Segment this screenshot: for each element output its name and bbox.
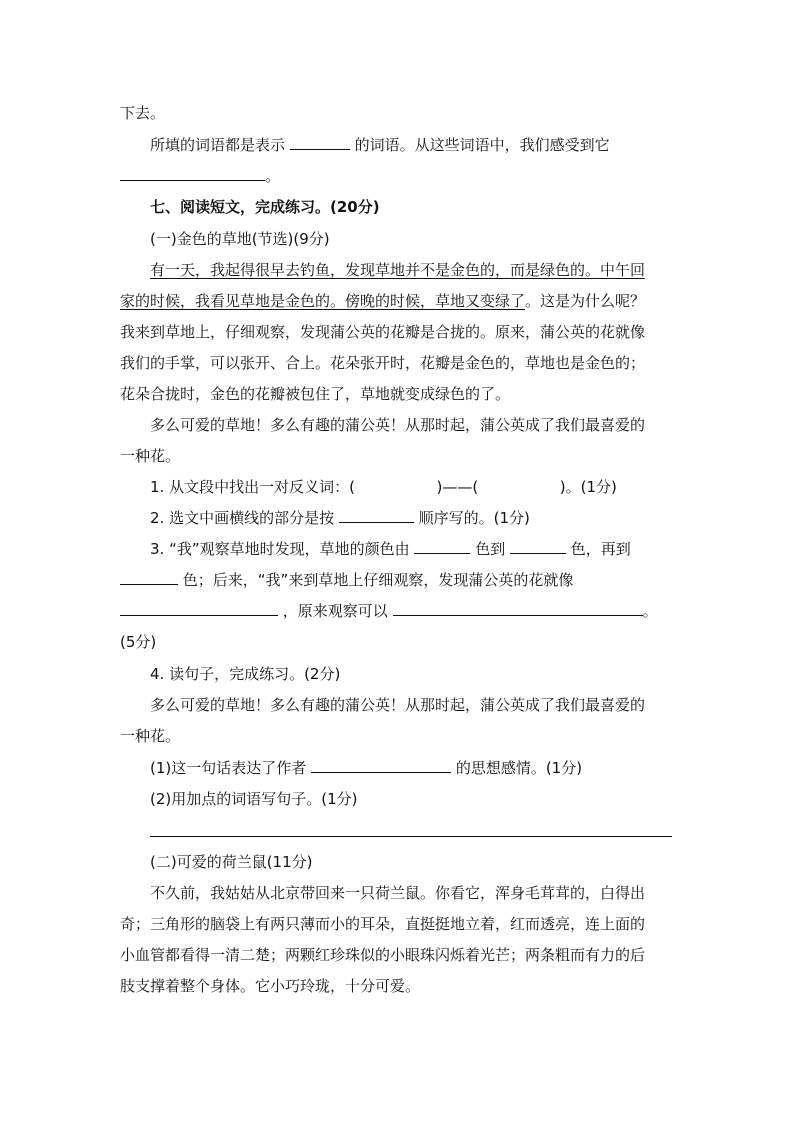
text: 下去。: [120, 104, 166, 122]
quoted-line: [150, 694, 680, 716]
section-heading: [150, 196, 680, 218]
question-4: [150, 663, 680, 685]
question-3-score: [120, 631, 680, 653]
text: 一种花。: [120, 447, 181, 465]
question-3-cont: [120, 569, 680, 591]
text: 4. 读句子，完成练习。(2分): [150, 665, 341, 683]
answer-blank[interactable]: [414, 539, 470, 554]
passage-line: [120, 944, 680, 966]
answer-blank[interactable]: [510, 539, 566, 554]
text: 。: [642, 602, 658, 620]
answer-blank[interactable]: [339, 508, 414, 523]
passage-line: [150, 414, 680, 436]
text-line: [120, 102, 680, 124]
text: 多么可爱的草地！多么有趣的蒲公英！从那时起，蒲公英成了我们最喜爱的: [150, 696, 646, 714]
question-3-cont: [120, 600, 680, 622]
text: 一种花。: [120, 727, 181, 745]
text: ，原来观察可以: [282, 602, 388, 620]
text: 肢支撑着整个身体。它小巧玲珑，十分可爱。: [120, 977, 421, 995]
text: )——(: [436, 478, 479, 496]
underlined-text: 家的时候，我看见草地是金色的。傍晚的时候，草地又变绿了: [120, 292, 526, 310]
text: (一)金色的草地(节选)(9分): [150, 230, 330, 248]
fill-in-line: [150, 134, 680, 156]
passage-line: [120, 975, 680, 997]
answer-blank[interactable]: [120, 166, 265, 181]
text: 色；后来，“我”来到草地上仔细观察，发现蒲公英的花就像: [182, 571, 574, 589]
passage-line: [120, 445, 680, 467]
answer-blank[interactable]: [393, 601, 643, 616]
text: (1)这一句话表达了作者: [150, 759, 307, 777]
text: 小血管都看得一清二楚；两颗红珍珠似的小眼珠闪烁着光芒；两条粗而有力的后: [120, 946, 646, 964]
passage-line: [120, 913, 680, 935]
passage-line: [120, 321, 680, 343]
text: 色，再到: [570, 540, 631, 558]
passage-title: [150, 228, 680, 250]
question-1: [150, 476, 680, 498]
quoted-line: [120, 725, 680, 747]
text: (5分): [120, 633, 157, 651]
text: 奇；三角形的脑袋上有两只薄而小的耳朵，直挺挺地立着，红而透亮，连上面的: [120, 915, 646, 933]
passage-line: [150, 882, 680, 904]
question-4-2: [150, 788, 680, 810]
passage-title: [150, 851, 680, 873]
answer-line[interactable]: [150, 836, 672, 837]
text: 。这是为什么呢？: [525, 292, 646, 310]
passage-line: [150, 259, 680, 281]
text: 3. “我”观察草地时发现，草地的颜色由: [150, 540, 410, 558]
fill-in-line: [120, 165, 680, 187]
underlined-text: 有一天，我起得很早去钓鱼，发现草地并不是金色的，而是绿色的。中午回: [150, 261, 646, 279]
text: 的词语。从这些词语中，我们感受到它: [354, 136, 610, 154]
text: 2. 选文中画横线的部分是按: [150, 509, 335, 527]
answer-blank[interactable]: [120, 601, 278, 616]
text: 所填的词语都是表示: [150, 136, 286, 154]
text: 顺序写的。(1分): [418, 509, 530, 527]
text: (2)用加点的词语写句子。(1分): [150, 790, 358, 808]
answer-blank[interactable]: [311, 758, 451, 773]
question-4-1: [150, 757, 680, 779]
text: 色到: [475, 540, 506, 558]
answer-blank[interactable]: [120, 570, 178, 585]
text: (二)可爱的荷兰鼠(11分): [150, 853, 313, 871]
text: 我来到草地上，仔细观察，发现蒲公英的花瓣是合拢的。原来，蒲公英的花就像: [120, 323, 646, 341]
passage-line: [120, 290, 680, 312]
text: 七、阅读短文，完成练习。(20分): [150, 198, 380, 216]
answer-blank[interactable]: [290, 135, 350, 150]
text: 花朵合拢时，金色的花瓣被包住了，草地就变成绿色的了。: [120, 385, 511, 403]
text: 的思想感情。(1分): [455, 759, 583, 777]
text: 我们的手掌，可以张开、合上。花朵张开时，花瓣是金色的，草地也是金色的；: [120, 354, 646, 372]
text: 1. 从文段中找出一对反义词：(: [150, 478, 355, 496]
text: 。: [265, 167, 281, 185]
question-2: [150, 507, 680, 529]
text: 不久前，我姑姑从北京带回来一只荷兰鼠。你看它，浑身毛茸茸的，白得出: [150, 884, 646, 902]
text: )。(1分): [559, 478, 617, 496]
question-3: [150, 538, 680, 560]
text: 多么可爱的草地！多么有趣的蒲公英！从那时起，蒲公英成了我们最喜爱的: [150, 416, 646, 434]
passage-line: [120, 352, 680, 374]
passage-line: [120, 383, 680, 405]
